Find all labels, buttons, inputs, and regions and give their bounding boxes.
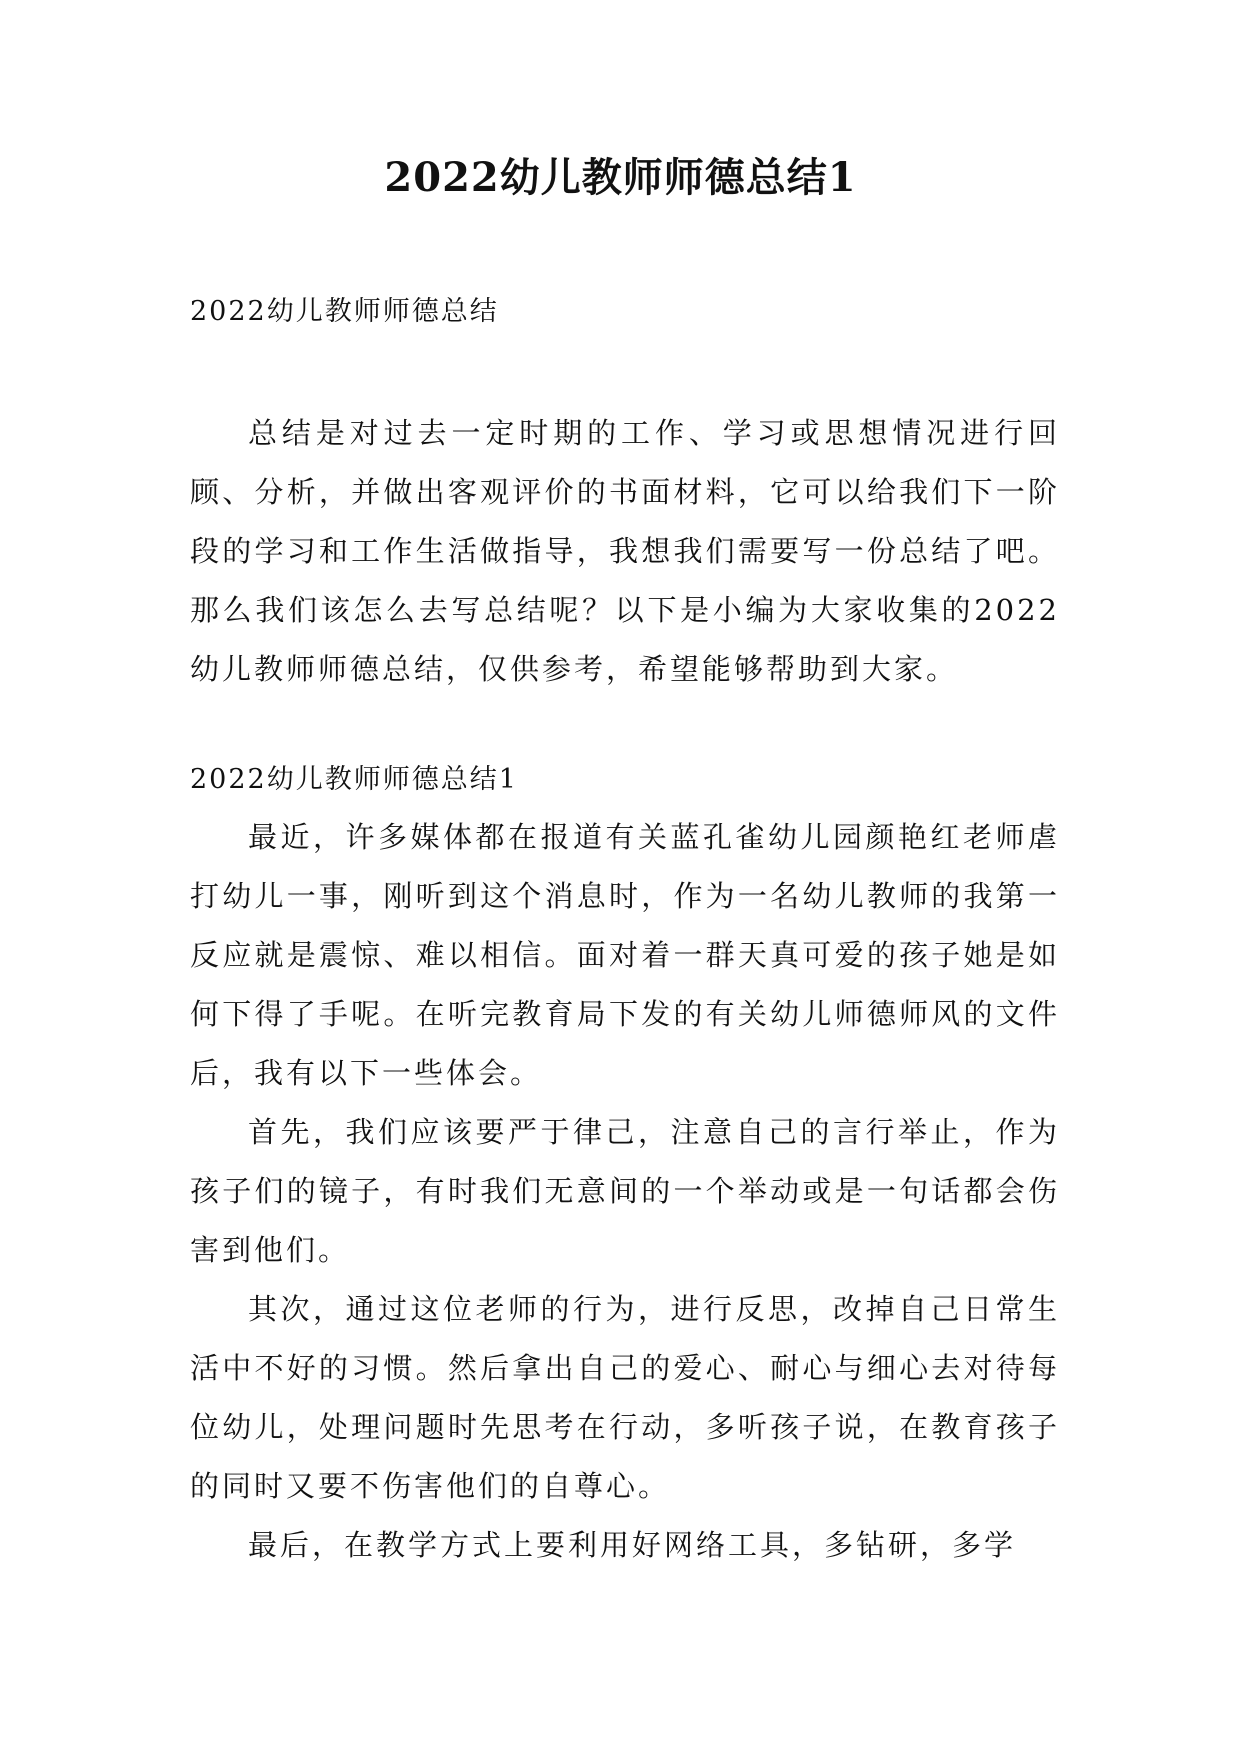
body-paragraph-2: 首先，我们应该要严于律己，注意自己的言行举止，作为孩子们的镜子，有时我们无意间的一个举动或是一句话都会伤害到他们。 bbox=[190, 1115, 1060, 1267]
intro-paragraph: 总结是对过去一定时期的工作、学习或思想情况进行回顾、分析，并做出客观评价的书面材料，它可以给我们下一阶段的学习和工作生活做指导，我想我们需要写一份总结了吧。那么我们该怎么去写总结呢？以下是小编为大家收集的2022幼儿教师师德总结，仅供参考，希望能够帮助到大家。 bbox=[190, 416, 1060, 686]
body-paragraph-3: 其次，通过这位老师的行为，进行反思，改掉自己日常生活中不好的习惯。然后拿出自己的爱心、耐心与细心去对待每位幼儿，处理问题时先思考在行动，多听孩子说，在教育孩子的同时又要不伤害他们的自尊心。 bbox=[190, 1292, 1060, 1503]
body-paragraph-4: 最后，在教学方式上要利用好网络工具，多钻研，多学 bbox=[248, 1528, 1017, 1562]
section-heading: 2022幼儿教师师德总结1 bbox=[190, 764, 518, 795]
body-paragraph-1: 最近，许多媒体都在报道有关蓝孔雀幼儿园颜艳红老师虐打幼儿一事，刚听到这个消息时，作为一名幼儿教师的我第一反应就是震惊、难以相信。面对着一群天真可爱的孩子她是如何下得了手呢。在听完教育局下发的有关幼儿师德师风的文件后，我有以下一些体会。 bbox=[190, 820, 1060, 1090]
document-subtitle: 2022幼儿教师师德总结 bbox=[190, 296, 499, 327]
document-title: 2022幼儿教师师德总结1 bbox=[384, 154, 857, 201]
